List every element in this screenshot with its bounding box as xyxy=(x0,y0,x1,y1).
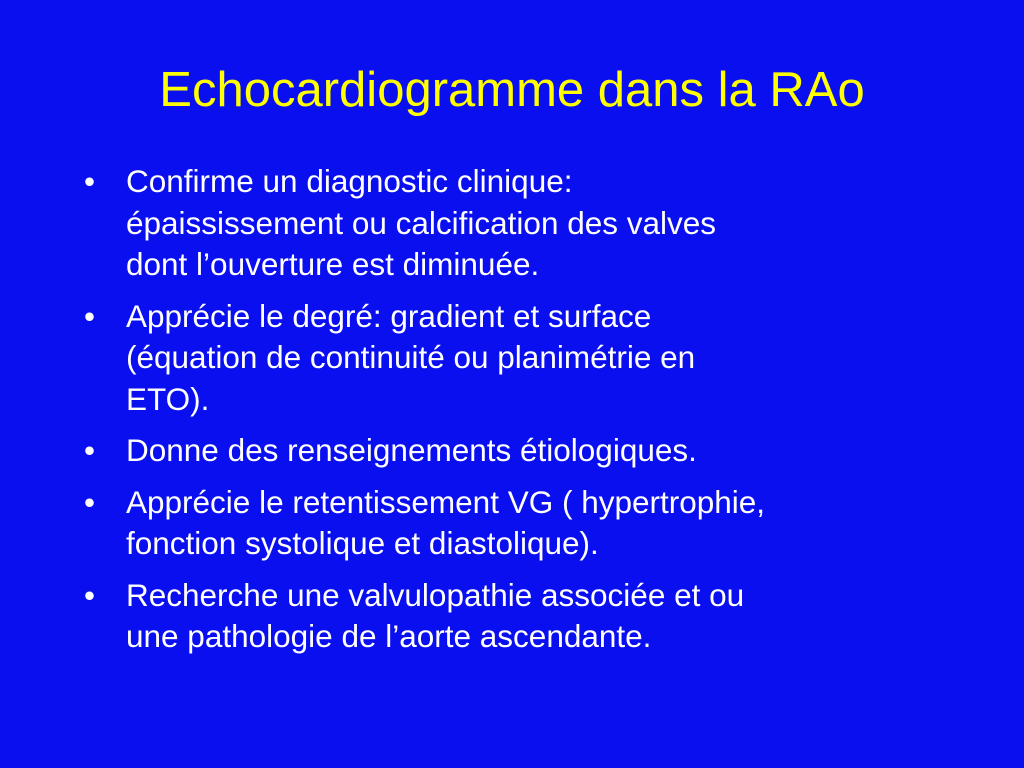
bullet-item-confirm-diagnosis xyxy=(84,161,964,286)
bullet-line: Apprécie le degré: gradient et surface xyxy=(126,297,652,334)
bullet-point-icon: • xyxy=(84,163,96,199)
bullet-line: une pathologie de l’aorte ascendante. xyxy=(126,618,652,654)
slide-title: Echocardiogramme dans la RAo xyxy=(159,63,865,117)
bullet-line: (équation de continuité ou planimétrie en xyxy=(126,339,696,375)
bullet-line: dont l’ouverture est diminuée. xyxy=(126,246,540,282)
bullet-point-icon: • xyxy=(84,483,96,520)
bullet-item-etiology xyxy=(84,430,964,472)
bullet-line: Donne des renseignements étiologiques. xyxy=(126,432,697,468)
bullet-point-icon: • xyxy=(84,297,96,334)
bullet-line: ETO). xyxy=(126,380,210,417)
bullet-item-associated-valvulopathy xyxy=(84,575,964,658)
bullet-item-lv-impact xyxy=(84,482,964,565)
bullet-point-icon: • xyxy=(84,576,96,613)
bullet-line: épaississement ou calcification des valves xyxy=(126,204,717,241)
bullet-point-icon: • xyxy=(84,432,96,468)
bullet-item-assess-degree xyxy=(84,296,964,421)
bullet-line: fonction systolique et diastolique). xyxy=(126,525,599,561)
bullet-line: Apprécie le retentissement VG ( hypertrophie, xyxy=(126,483,766,520)
bullet-list xyxy=(84,161,964,668)
bullet-line: Confirme un diagnostic clinique: xyxy=(126,163,573,199)
bullet-line: Recherche une valvulopathie associée et ou xyxy=(126,576,745,613)
